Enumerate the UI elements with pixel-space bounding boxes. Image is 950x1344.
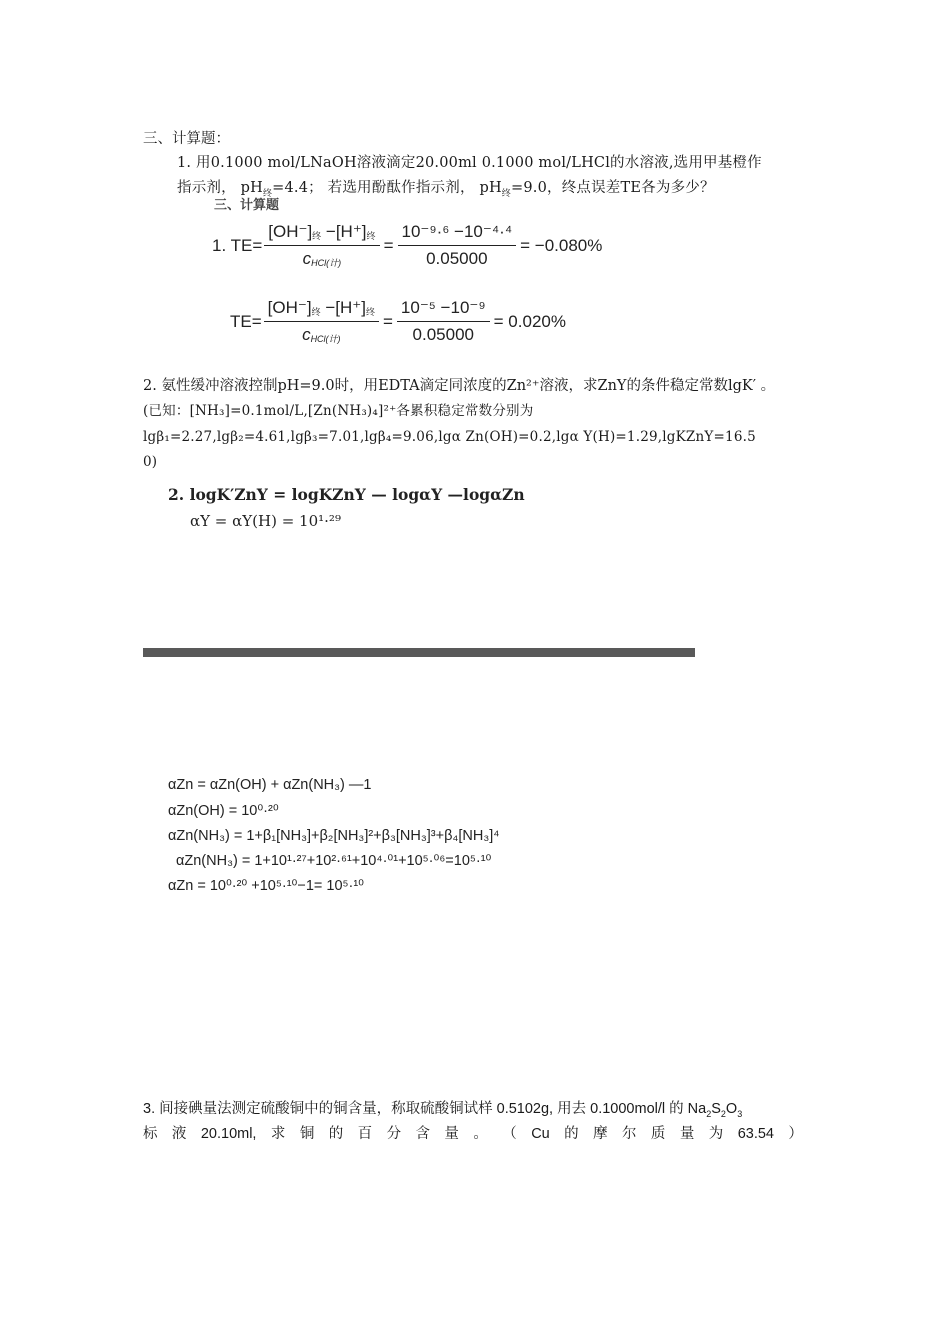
eq1-denominator-2: 0.05000 — [426, 249, 488, 268]
question-3-sub-3: 3 — [737, 1108, 743, 1119]
eq2-result: = 0.020% — [493, 311, 566, 331]
answer-3-line-1: αZn = αZn(OH) + αZn(NH₃) —1 — [168, 777, 372, 793]
answer-2-line-1: 2. logK′ZnY = logKZnY — logαY —logαZn — [168, 485, 525, 504]
q3-word: （ — [502, 1126, 517, 1142]
question-1-text-a: 指示剂， pH — [177, 180, 263, 196]
answer-3-line-3: αZn(NH₃) = 1+β₁[NH₃]+β₂[NH₃]²+β₃[NH₃]³+β₄[NH₃]⁴ — [168, 828, 500, 844]
eq1-denominator-1: cHCl(计) — [302, 249, 342, 268]
eq2-fraction-1 — [264, 298, 379, 345]
answer-2-line-2: αY = αY(H) = 10¹·²⁹ — [190, 512, 341, 530]
q3-word: 分 — [386, 1126, 402, 1142]
answer-3-line-2: αZn(OH) = 10⁰·²⁰ — [168, 803, 279, 819]
question-3-text-c: O — [725, 1101, 738, 1117]
q3-word: 标 — [143, 1126, 158, 1142]
question-3-sub-2: 2 — [720, 1108, 726, 1119]
question-1-line-1: 1. 用0.1000 mol/LNaOH溶液滴定20.00ml 0.1000 mol/LHCl的水溶液,选用甲基橙作 — [177, 155, 762, 171]
question-2-line-3: lgβ₁=2.27,lgβ₂=4.61,lgβ₃=7.01,lgβ₄=9.06,lgα Zn(OH)=0.2,lgα Y(H)=1.29,lgKZnY=16.5 — [143, 429, 756, 445]
eq1-numerator-1: [OH⁻]终 −[H⁺]终 — [264, 222, 379, 246]
q3-word: 20.10ml, — [200, 1126, 257, 1142]
answer-3-line-5: αZn = 10⁰·²⁰ +10⁵·¹⁰−1= 10⁵·¹⁰ — [168, 878, 364, 894]
eq1-label: 1. TE= — [212, 235, 263, 255]
question-2-line-2: (已知：[NH₃]=0.1mol/L,[Zn(NH₃)₄]²⁺各累积稳定常数分别为 — [143, 403, 534, 419]
q3-word: ） — [788, 1126, 803, 1142]
q3-word: 求 — [270, 1126, 286, 1142]
question-1-text-c: =9.0，终点误差TE各为多少？ — [511, 180, 715, 196]
q3-word: 质 — [650, 1126, 666, 1142]
q3-word: 尔 — [622, 1126, 637, 1142]
q3-word: 为 — [708, 1126, 724, 1142]
question-3-sub-1: 2 — [706, 1108, 712, 1119]
q3-word: 铜 — [299, 1126, 315, 1142]
answer-1-equation-1: 1. TE= $\frac{\text{[OH⁻]终 −[H⁺]终}}{\text{cHCl(计)}}$ = $\frac{\text{10⁻⁹·⁶ −10⁻⁴·⁴}}{0.05000}$ = −0.080% — [212, 222, 603, 268]
q3-word: 量 — [679, 1126, 695, 1142]
answer-1-equation-2: TE= $\frac{\text{[OH⁻]终 −[H⁺]终}}{\text{cHCl(计)}}$ = $\frac{\text{10⁻⁵ −10⁻⁹}}{0.05000}$ = 0.020% — [230, 298, 566, 344]
question-3-text-b: S — [711, 1101, 721, 1117]
q3-word: 量 — [444, 1126, 459, 1142]
eq2-denominator-2: 0.05000 — [412, 325, 474, 344]
q3-word: Cu — [531, 1126, 550, 1142]
q3-word: 液 — [171, 1126, 187, 1142]
eq1-numerator-2: 10⁻⁹·⁶ −10⁻⁴·⁴ — [398, 222, 517, 246]
section-title: 三、计算题： — [143, 131, 230, 147]
answer-1-header: 三、计算题 — [214, 197, 280, 212]
q3-word: 摩 — [593, 1126, 608, 1142]
eq2-label: TE= — [230, 311, 262, 331]
question-2-line-1: 2. 氨性缓冲溶液控制pH=9.0时，用EDTA滴定同浓度的Zn²⁺溶液，求ZnY的条件稳定常数lgK′ 。 — [143, 378, 776, 394]
eq2-fraction-2 — [397, 298, 490, 345]
question-1-text-b: =4.4； 若选用酚酞作指示剂， pH — [272, 180, 502, 196]
eq1-fraction-2 — [398, 222, 517, 269]
eq2-denominator-1: cHCl(计) — [302, 325, 341, 344]
q3-word: 。 — [473, 1126, 488, 1142]
q3-word: 的 — [564, 1126, 579, 1142]
question-3-line-2 — [143, 1122, 803, 1146]
q3-word: 的 — [328, 1126, 344, 1142]
q3-word: 63.54 — [737, 1126, 774, 1142]
answer-3-line-4: αZn(NH₃) = 1+10¹·²⁷+10²·⁶¹+10⁴·⁰¹+10⁵·⁰⁶=10⁵·¹⁰ — [176, 853, 492, 869]
question-1-sub-1: 终 — [262, 188, 273, 199]
eq2-numerator-1: [OH⁻]终 −[H⁺]终 — [264, 298, 379, 322]
section-divider — [143, 648, 695, 657]
question-2-line-4: 0) — [143, 454, 158, 470]
question-3-text-a: 3. 间接碘量法测定硫酸铜中的铜含量，称取硫酸铜试样 0.5102g, 用去 0.1000mol/l 的 Na — [143, 1101, 707, 1117]
question-1-sub-2: 终 — [501, 188, 511, 199]
q3-word: 含 — [415, 1126, 430, 1142]
eq1-result: = −0.080% — [520, 235, 603, 255]
eq2-numerator-2: 10⁻⁵ −10⁻⁹ — [397, 298, 490, 322]
q3-word: 百 — [357, 1126, 373, 1142]
eq1-fraction-1 — [264, 222, 379, 269]
